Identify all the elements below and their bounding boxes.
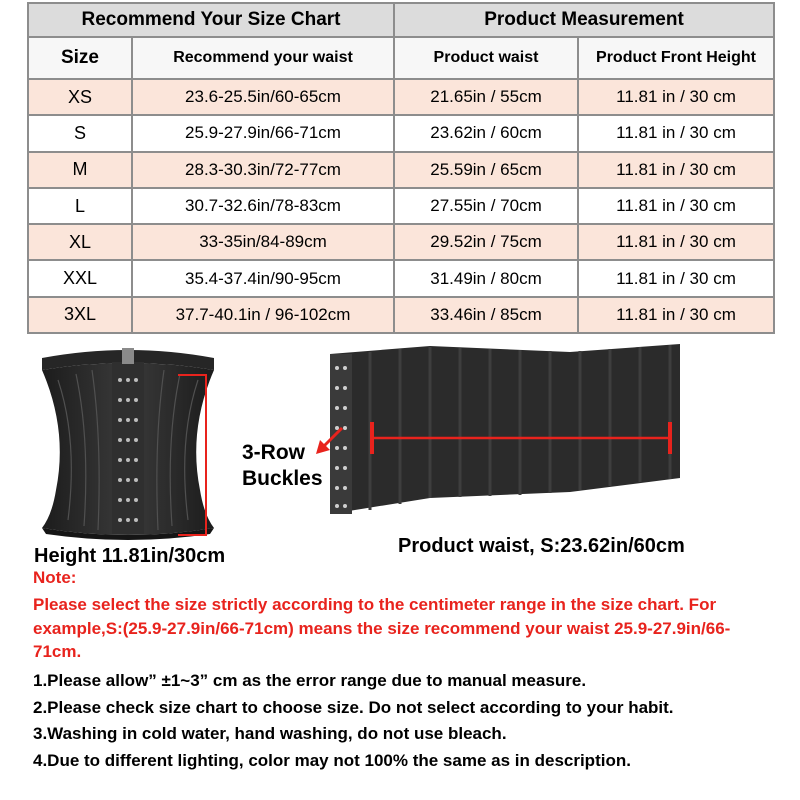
list-item: 1.Please allow” ±1~3” cm as the error range due to manual measure. [33,671,587,690]
table-row [28,224,774,260]
table-group-header-row [28,3,774,37]
front-height-cell: 11.81 in / 30 cm [578,297,774,333]
front-height-cell: 11.81 in / 30 cm [578,115,774,151]
table-row [28,188,774,224]
recommend-waist-cell: 30.7-32.6in/78-83cm [132,188,394,224]
recommend-waist-cell: 33-35in/84-89cm [132,224,394,260]
size-chart-table [27,2,775,334]
size-cell: XS [28,79,132,115]
group-header-recommend: Recommend Your Size Chart [28,3,394,37]
table-column-header-row [28,37,774,79]
corset-flat-photo [330,338,690,528]
height-caption: Height 11.81in/30cm [34,545,226,567]
front-height-cell: 11.81 in / 30 cm [578,152,774,188]
buckles-label [242,440,323,492]
waist-caption: Product waist, S:23.62in/60cm [398,535,685,557]
table-row [28,260,774,296]
recommend-waist-cell: 25.9-27.9in/66-71cm [132,115,394,151]
recommend-waist-cell: 23.6-25.5in/60-65cm [132,79,394,115]
buckles-label-line2: Buckles [242,467,323,490]
table-row [28,79,774,115]
column-header-product-waist: Product waist [394,37,578,79]
corset-front-photo [28,340,228,540]
table-row [28,297,774,333]
note-warning: Please select the size strictly according to the centimeter range in the size chart. For example,S:(25.9-27.9in/66-71cm) means the size recommend your waist 25.9-27.9in/66-71cm. [33,595,731,661]
front-height-cell: 11.81 in / 30 cm [578,188,774,224]
product-waist-cell: 23.62in / 60cm [394,115,578,151]
buckles-label-line1: 3-Row [242,441,305,464]
front-height-cell: 11.81 in / 30 cm [578,224,774,260]
group-header-product: Product Measurement [394,3,774,37]
recommend-waist-cell: 35.4-37.4in/90-95cm [132,260,394,296]
size-cell: 3XL [28,297,132,333]
column-header-front-height: Product Front Height [578,37,774,79]
column-header-recommend-waist: Recommend your waist [132,37,394,79]
size-cell: XL [28,224,132,260]
front-height-cell: 11.81 in / 30 cm [578,79,774,115]
size-cell: XXL [28,260,132,296]
size-cell: L [28,188,132,224]
product-waist-cell: 29.52in / 75cm [394,224,578,260]
note-list [33,668,783,774]
table-row [28,152,774,188]
column-header-size: Size [28,37,132,79]
size-cell: S [28,115,132,151]
recommend-waist-cell: 28.3-30.3in/72-77cm [132,152,394,188]
product-waist-cell: 27.55in / 70cm [394,188,578,224]
product-waist-cell: 25.59in / 65cm [394,152,578,188]
list-item: 3.Washing in cold water, hand washing, do not use bleach. [33,724,507,743]
product-waist-cell: 33.46in / 85cm [394,297,578,333]
product-waist-cell: 21.65in / 55cm [394,79,578,115]
note-title: Note: [33,568,77,587]
recommend-waist-cell: 37.7-40.1in / 96-102cm [132,297,394,333]
product-waist-cell: 31.49in / 80cm [394,260,578,296]
size-cell: M [28,152,132,188]
list-item: 2.Please check size chart to choose size. Do not select according to your habit. [33,697,674,717]
front-height-cell: 11.81 in / 30 cm [578,260,774,296]
list-item: 4.Due to different lighting, color may not 100% the same as in description. [33,750,631,770]
table-row [28,115,774,151]
